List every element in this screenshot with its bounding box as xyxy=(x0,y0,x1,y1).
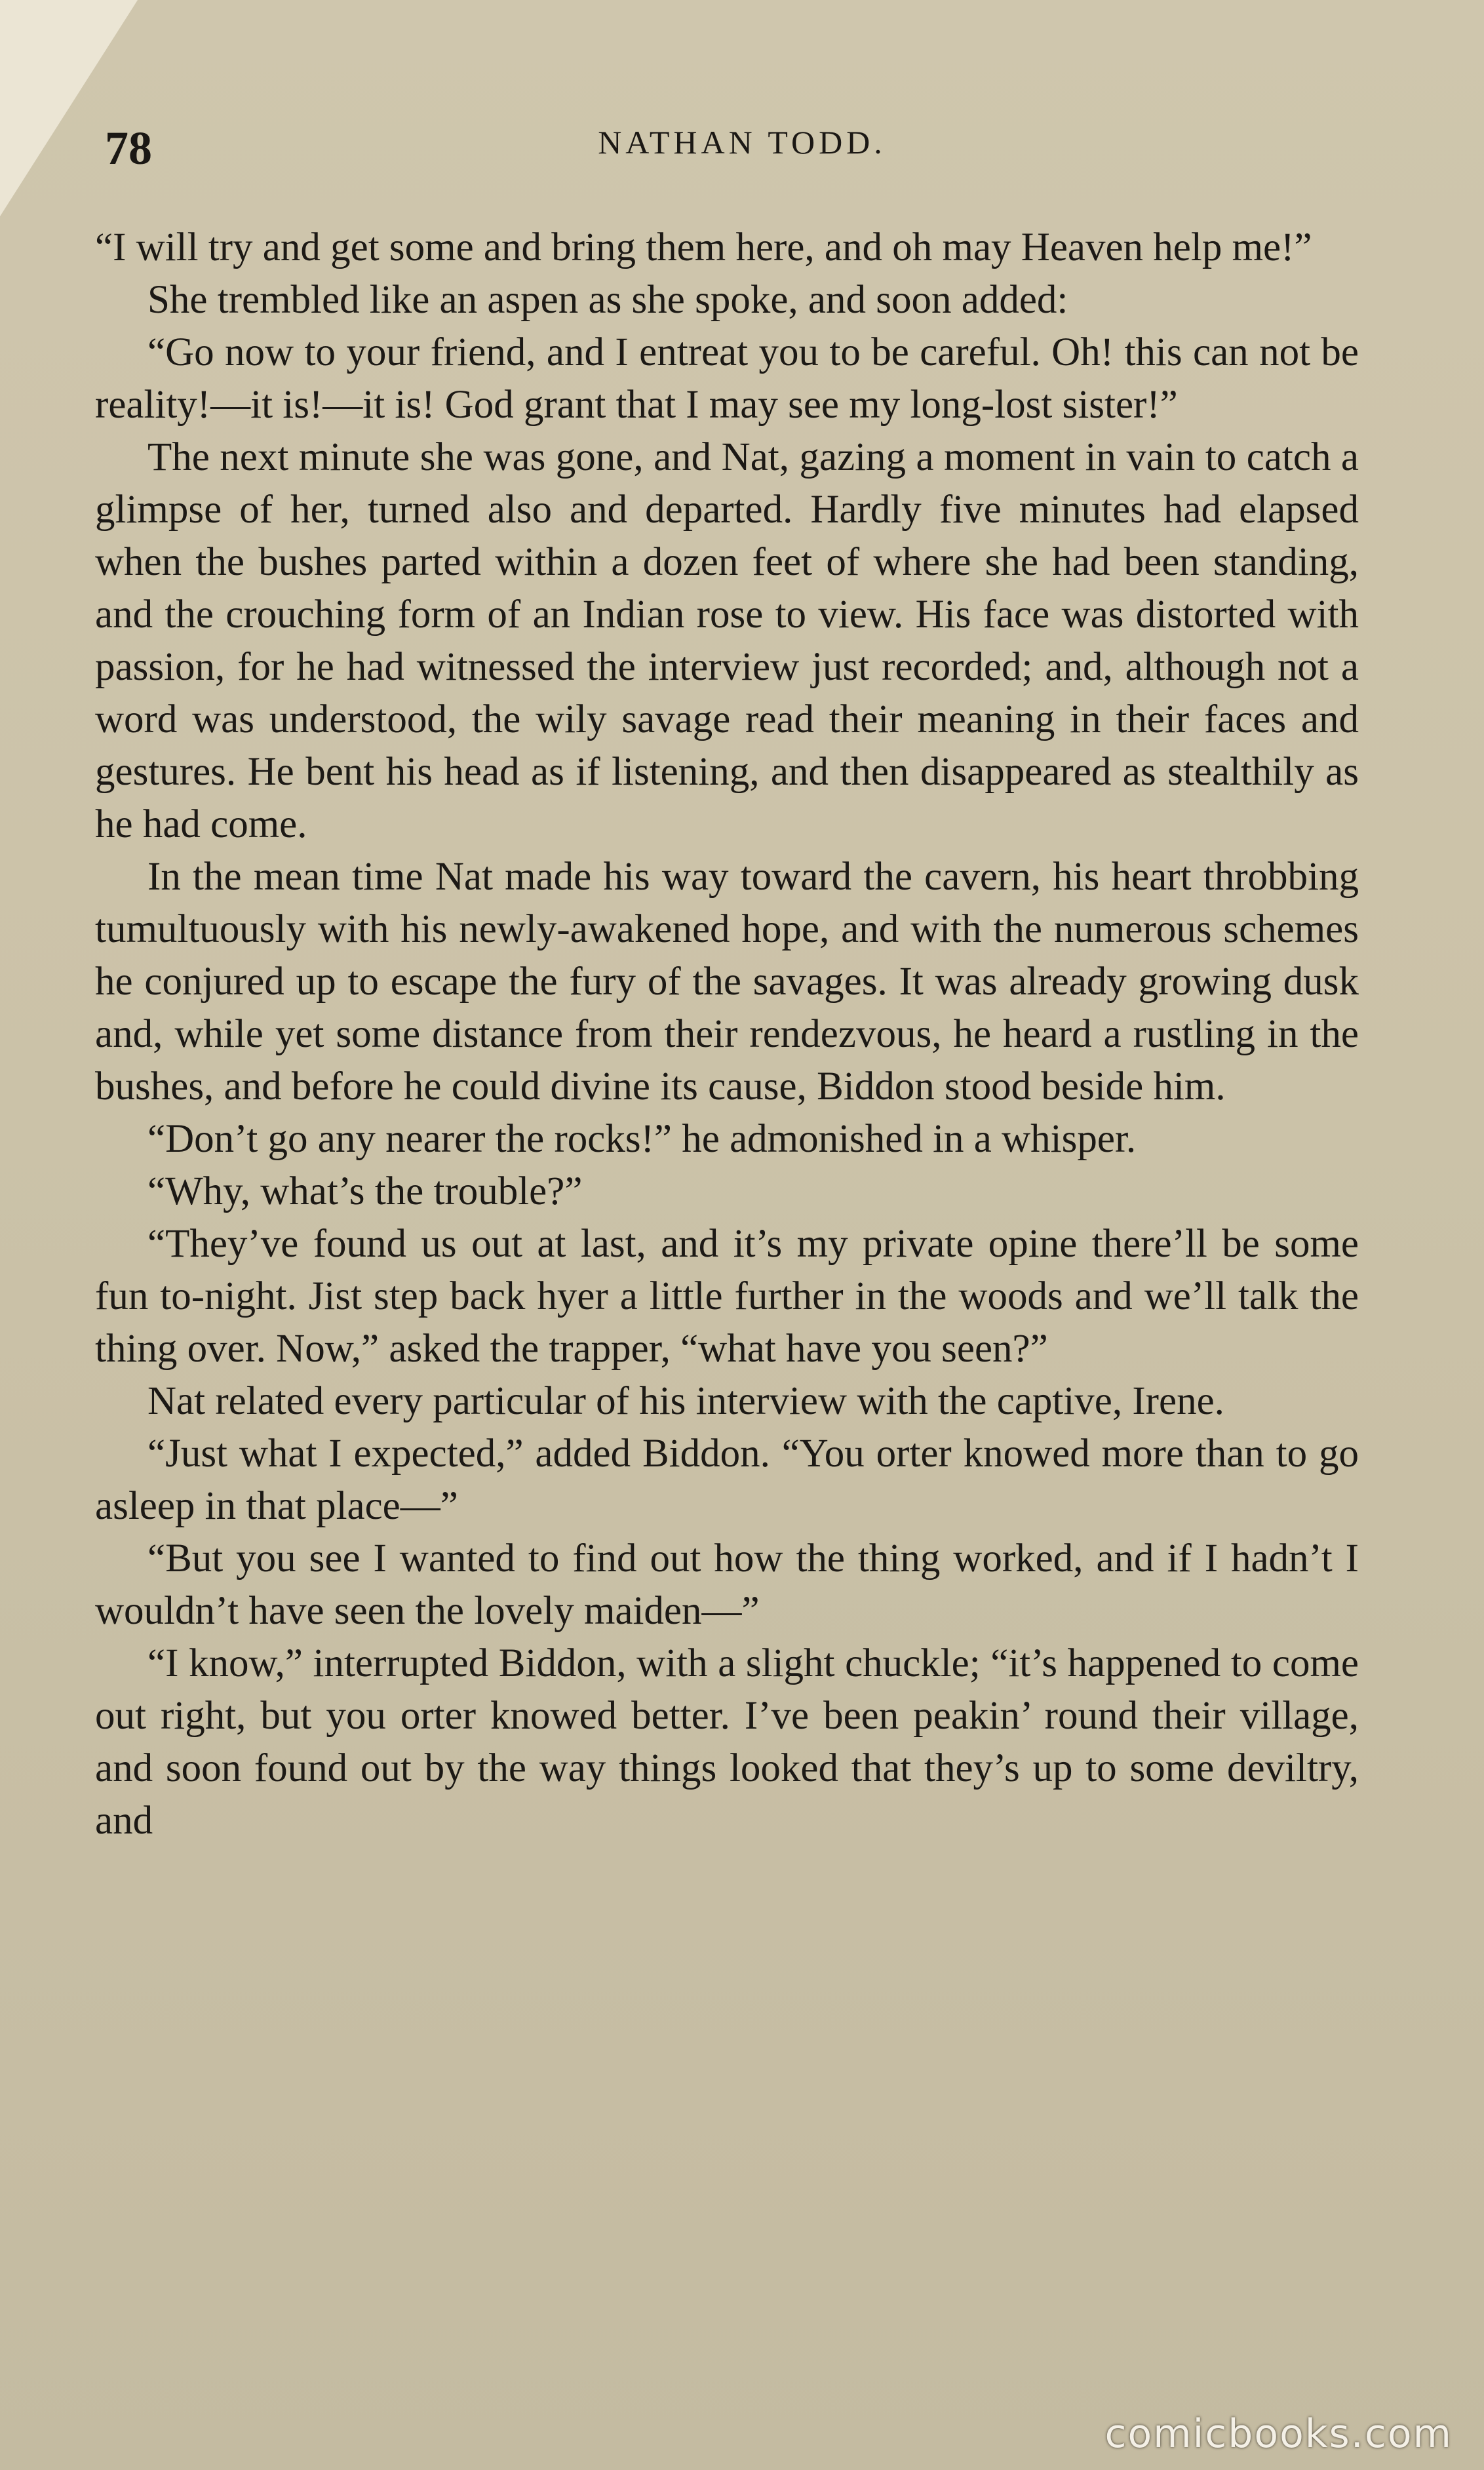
paragraph: “Why, what’s the trouble?” xyxy=(147,1169,583,1213)
paragraph: “They’ve found us out at last, and it’s my private opine there’ll be some fun to-night. Jist step back hyer a little further in the woods and we’ll talk the thing over. Now,” asked the trapper, “what have you seen?” xyxy=(95,1222,1359,1371)
running-head-title: NATHAN TODD. xyxy=(598,124,886,161)
paragraph: “Don’t go any nearer the rocks!” he admonished in a whisper. xyxy=(147,1117,1137,1161)
paragraph: She trembled like an aspen as she spoke, and soon added: xyxy=(147,278,1068,322)
watermark-text: comicbooks.com xyxy=(1104,2411,1453,2457)
paragraph: In the mean time Nat made his way toward the cavern, his heart throbbing tumultuously with his newly-awakened hope, and with the numerous schemes he conjured up to escape the fury of the savages. It was already growing dusk and, while yet some distance from their rendezvous, he heard a rustling in the bushes, and before he could divine its cause, Biddon stood beside him. xyxy=(95,855,1359,1108)
body-text xyxy=(95,222,1359,1847)
paragraph: “I will try and get some and bring them here, and oh may Heaven help me!” xyxy=(95,225,1312,269)
paragraph: “Go now to your friend, and I entreat you to be careful. Oh! this can not be reality!—it is!—it is! God grant that I may see my long-lost sister!” xyxy=(95,330,1359,427)
page-number: 78 xyxy=(105,122,152,174)
paragraph: The next minute she was gone, and Nat, gazing a moment in vain to catch a glimpse of her, turned also and departed. Hardly five minutes had elapsed when the bushes parted within a dozen feet of where she had been standing, and the crouching form of an Indian rose to view. His face was distorted with passion, for he had witnessed the interview just recorded; and, although not a word was understood, the wily savage read their meaning in their faces and gestures. He bent his head as if listening, and then disappeared as stealthily as he had come. xyxy=(95,435,1359,846)
paragraph: “But you see I wanted to find out how the thing worked, and if I hadn’t I wouldn’t have seen the lovely maiden—” xyxy=(95,1537,1359,1633)
torn-page-corner xyxy=(0,0,138,216)
paragraph: Nat related every particular of his interview with the captive, Irene. xyxy=(147,1379,1224,1423)
paragraph: “I know,” interrupted Biddon, with a slight chuckle; “it’s happened to come out right, but you orter knowed better. I’ve been peakin’ round their village, and soon found out by the way things looked that they’s up to some deviltry, and xyxy=(95,1641,1359,1843)
paragraph: “Just what I expected,” added Biddon. “You orter knowed more than to go asleep in that place—” xyxy=(95,1432,1359,1528)
